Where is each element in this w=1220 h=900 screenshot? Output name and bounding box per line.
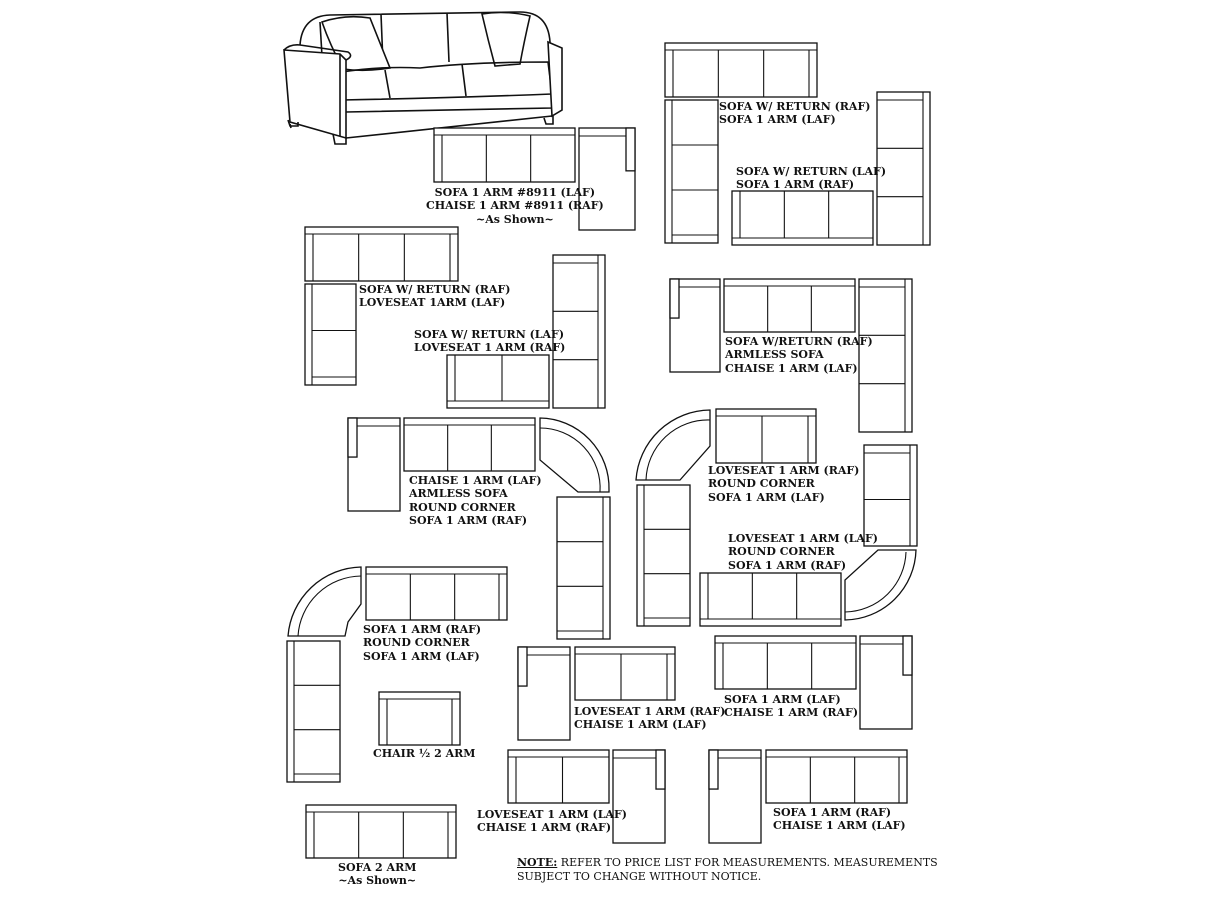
label-sofa-return-laf: SOFA W/ RETURN (LAF) SOFA 1 ARM (RAF) (736, 165, 887, 192)
chaise-arm (903, 636, 912, 675)
note-heading: NOTE: (517, 856, 558, 869)
sofa-piece (637, 485, 690, 626)
note-line-2: SUBJECT TO CHANGE WITHOUT NOTICE. (517, 870, 762, 883)
sofa-piece (864, 445, 917, 546)
chaise-arm (348, 418, 357, 457)
label-chaise-armless-corner-sofa: CHAISE 1 ARM (LAF) ARMLESS SOFA ROUND CORNER SOFA 1 ARM (RAF) (409, 474, 542, 528)
label-sofa-chaise-laf: SOFA 1 ARM (RAF) CHAISE 1 ARM (LAF) (773, 806, 906, 833)
sofa-piece (305, 227, 458, 281)
sofa-piece (724, 279, 855, 332)
label-sofa-return-loveseat-raf: SOFA W/ RETURN (LAF) LOVESEAT 1 ARM (RAF) (414, 328, 566, 355)
measurement-note (517, 856, 938, 884)
sofa-piece (575, 647, 675, 700)
sofa-piece (508, 750, 609, 803)
sofa-piece (434, 128, 575, 182)
sofa-piece (766, 750, 907, 803)
sofa-piece (665, 100, 718, 243)
sofa-piece (447, 355, 549, 408)
note-line-1: REFER TO PRICE LIST FOR MEASUREMENTS. MEASUREMENTS (560, 856, 938, 869)
sofa-piece (366, 567, 507, 620)
chaise-arm (709, 750, 718, 789)
chaise-arm (656, 750, 665, 789)
label-sofa-return-armless-chaise: SOFA W/RETURN (RAF) ARMLESS SOFA CHAISE 1 ARM (LAF) (725, 335, 873, 375)
sofa-piece (557, 497, 610, 639)
label-loveseat-chaise-laf: LOVESEAT 1 ARM (RAF) CHAISE 1 ARM (LAF) (574, 705, 726, 732)
label-loveseat-corner-sofa-raf: LOVESEAT 1 ARM (LAF) ROUND CORNER SOFA 1 ARM (RAF) (728, 532, 878, 572)
sofa-piece (379, 692, 460, 745)
label-loveseat-corner-sofa-laf: LOVESEAT 1 ARM (RAF) ROUND CORNER SOFA 1 ARM (LAF) (708, 464, 860, 504)
label-chair-half: CHAIR ½ 2 ARM (373, 747, 476, 760)
sofa-piece (287, 641, 340, 782)
sofa-piece (732, 191, 873, 245)
sofa-piece (716, 409, 816, 463)
sofa-piece (404, 418, 535, 471)
chaise-arm (518, 647, 527, 686)
label-sofa-corner-sofa: SOFA 1 ARM (RAF) ROUND CORNER SOFA 1 ARM (LAF) (363, 623, 482, 663)
chaise-arm (670, 279, 679, 318)
label-sofa-chaise-raf: SOFA 1 ARM (LAF) CHAISE 1 ARM (RAF) (724, 693, 859, 720)
sofa-piece (700, 573, 841, 626)
label-loveseat-chaise-raf: LOVESEAT 1 ARM (LAF) CHAISE 1 ARM (RAF) (477, 808, 627, 835)
sofa-piece (715, 636, 856, 689)
sofa-piece (305, 284, 356, 385)
sofa-piece (306, 805, 456, 858)
label-sofa-1arm-chaise: SOFA 1 ARM #8911 (LAF) CHAISE 1 ARM #8911 (RAF) ~As Shown~ (426, 186, 604, 226)
sofa-illustration (284, 12, 562, 144)
sofa-piece (665, 43, 817, 97)
label-sofa-return-loveseat-laf: SOFA W/ RETURN (RAF) LOVESEAT 1ARM (LAF) (359, 283, 511, 310)
label-sofa-2arm: SOFA 2 ARM ~As Shown~ (338, 861, 417, 888)
label-sofa-return-raf: SOFA W/ RETURN (RAF) SOFA 1 ARM (LAF) (719, 100, 871, 127)
chaise-arm (626, 128, 635, 171)
